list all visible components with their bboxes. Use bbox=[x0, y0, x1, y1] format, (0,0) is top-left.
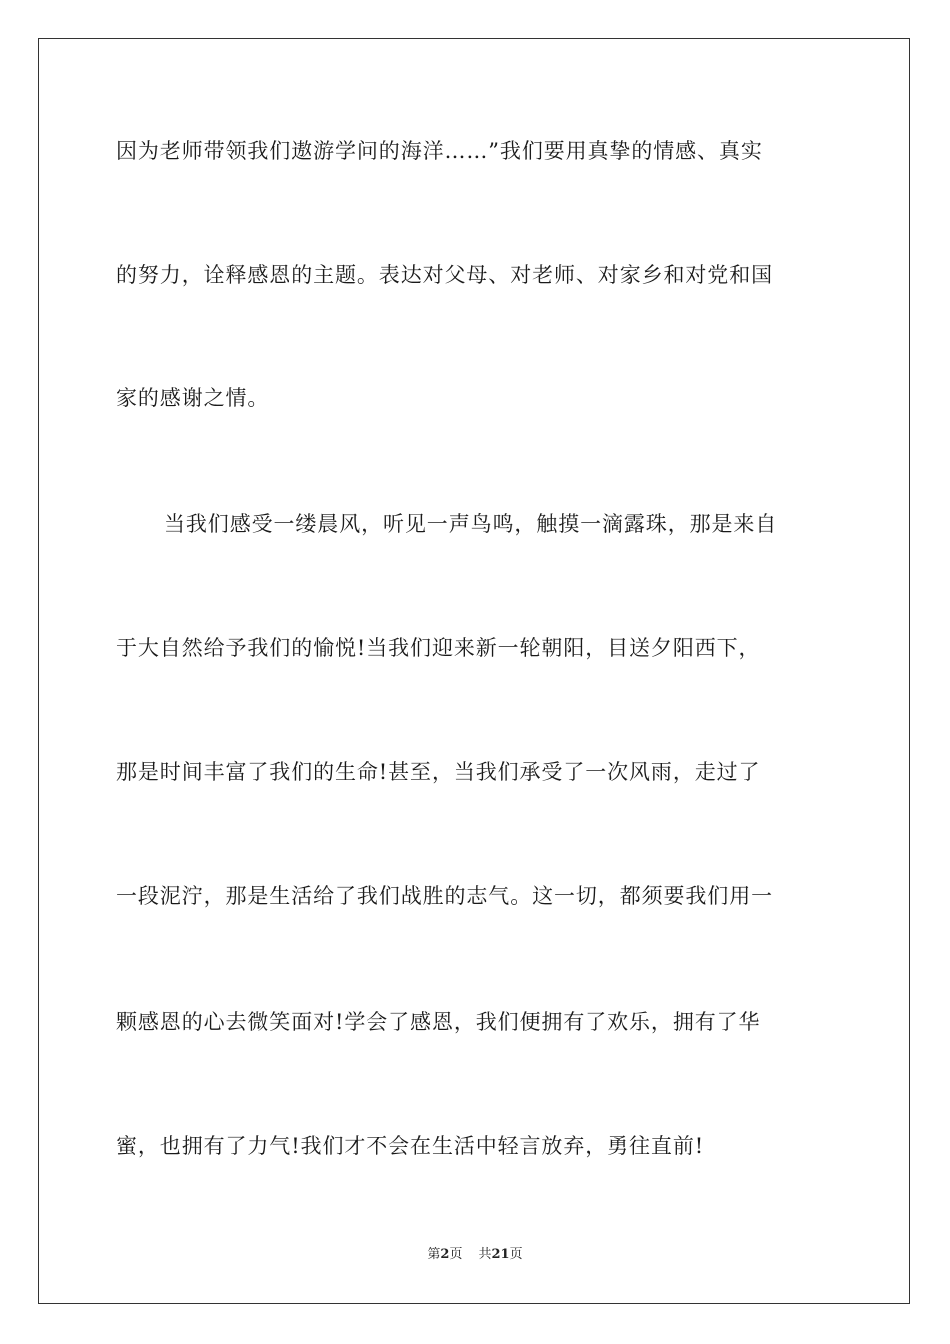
page-border bbox=[38, 38, 910, 1304]
body-text-line: 蜜，也拥有了力气!我们才不会在生活中轻言放弃，勇往直前! bbox=[116, 1134, 705, 1158]
body-text-line: 于大自然给予我们的愉悦!当我们迎来新一轮朝阳，目送夕阳西下， bbox=[116, 636, 761, 660]
page-footer bbox=[0, 1246, 950, 1264]
total-pages: 21 bbox=[491, 1247, 510, 1262]
page-number: 2 bbox=[440, 1247, 450, 1262]
body-text-line: 颗感恩的心去微笑面对!学会了感恩，我们便拥有了欢乐，拥有了华 bbox=[116, 1010, 761, 1034]
page-prefix: 第 bbox=[427, 1247, 441, 1262]
total-suffix: 页 bbox=[509, 1247, 523, 1262]
body-text-line: 家的感谢之情。 bbox=[116, 386, 270, 410]
body-text-line: 那是时间丰富了我们的生命!甚至，当我们承受了一次风雨，走过了 bbox=[116, 760, 761, 784]
body-text-line: 的努力，诠释感恩的主题。表达对父母、对老师、对家乡和对党和国 bbox=[116, 263, 773, 287]
page-suffix: 页 bbox=[449, 1247, 463, 1262]
body-text-line: 一段泥泞，那是生活给了我们战胜的志气。这一切，都须要我们用一 bbox=[116, 884, 773, 908]
total-prefix: 共 bbox=[478, 1247, 492, 1262]
body-text-line: 因为老师带领我们遨游学问的海洋……”我们要用真挚的情感、真实 bbox=[116, 139, 763, 163]
paragraph-first-line: 当我们感受一缕晨风，听见一声鸟鸣，触摸一滴露珠，那是来自 bbox=[164, 512, 778, 536]
